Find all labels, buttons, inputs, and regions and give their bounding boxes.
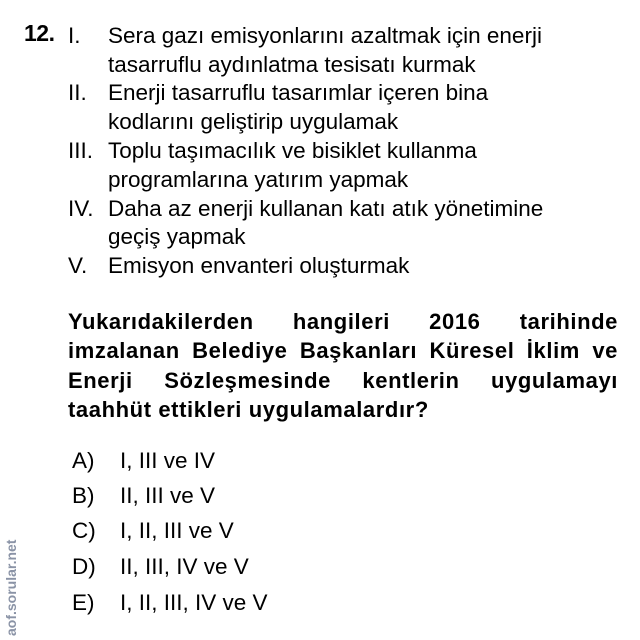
statement-text: programlarına yatırım yapmak <box>108 167 409 192</box>
watermark-side: aof.sorular.net <box>3 539 19 636</box>
option-letter: D) <box>72 554 96 579</box>
option-text: II, III, IV ve V <box>120 554 249 579</box>
statement-numeral: IV. <box>68 196 94 221</box>
statement-text: kodlarını geliştirip uygulamak <box>108 109 399 134</box>
option-text: I, II, III, IV ve V <box>120 590 268 615</box>
statement-text: Enerji tasarruflu tasarımlar içeren bina <box>108 80 489 105</box>
option-letter: B) <box>72 483 95 508</box>
statement-text: Daha az enerji kullanan katı atık yönetimine <box>108 196 544 221</box>
option-letter: E) <box>72 590 95 615</box>
statement-text: Sera gazı emisyonlarını azaltmak için enerji <box>108 23 542 48</box>
statement-text: tasarruflu aydınlatma tesisatı kurmak <box>108 52 476 77</box>
option-text: I, III ve IV <box>120 448 216 473</box>
question-stem: Yukarıdakilerden hangileri 2016 tarihinde imzalanan Belediye Başkanları Küresel İklim ve Enerji Sözleşmesinde kentlerin uygulamayı taahhüt ettikleri uygulamalardır? <box>68 309 618 422</box>
statement-text: Emisyon envanteri oluşturmak <box>108 253 410 278</box>
statement-numeral: III. <box>68 138 94 163</box>
statement-numeral: II. <box>68 80 87 105</box>
option-text: I, II, III ve V <box>120 518 234 543</box>
watermark-center: aof.sorular.net <box>362 413 482 449</box>
statement-text: geçiş yapmak <box>108 224 246 249</box>
statement-text: Toplu taşımacılık ve bisiklet kullanma <box>108 138 477 163</box>
option-letter: C) <box>72 518 96 543</box>
statement-numeral: V. <box>68 253 88 278</box>
question-number: 12. <box>24 20 55 46</box>
option-letter: A) <box>72 448 95 473</box>
statement-numeral: I. <box>68 23 81 48</box>
option-text: II, III ve V <box>120 483 216 508</box>
